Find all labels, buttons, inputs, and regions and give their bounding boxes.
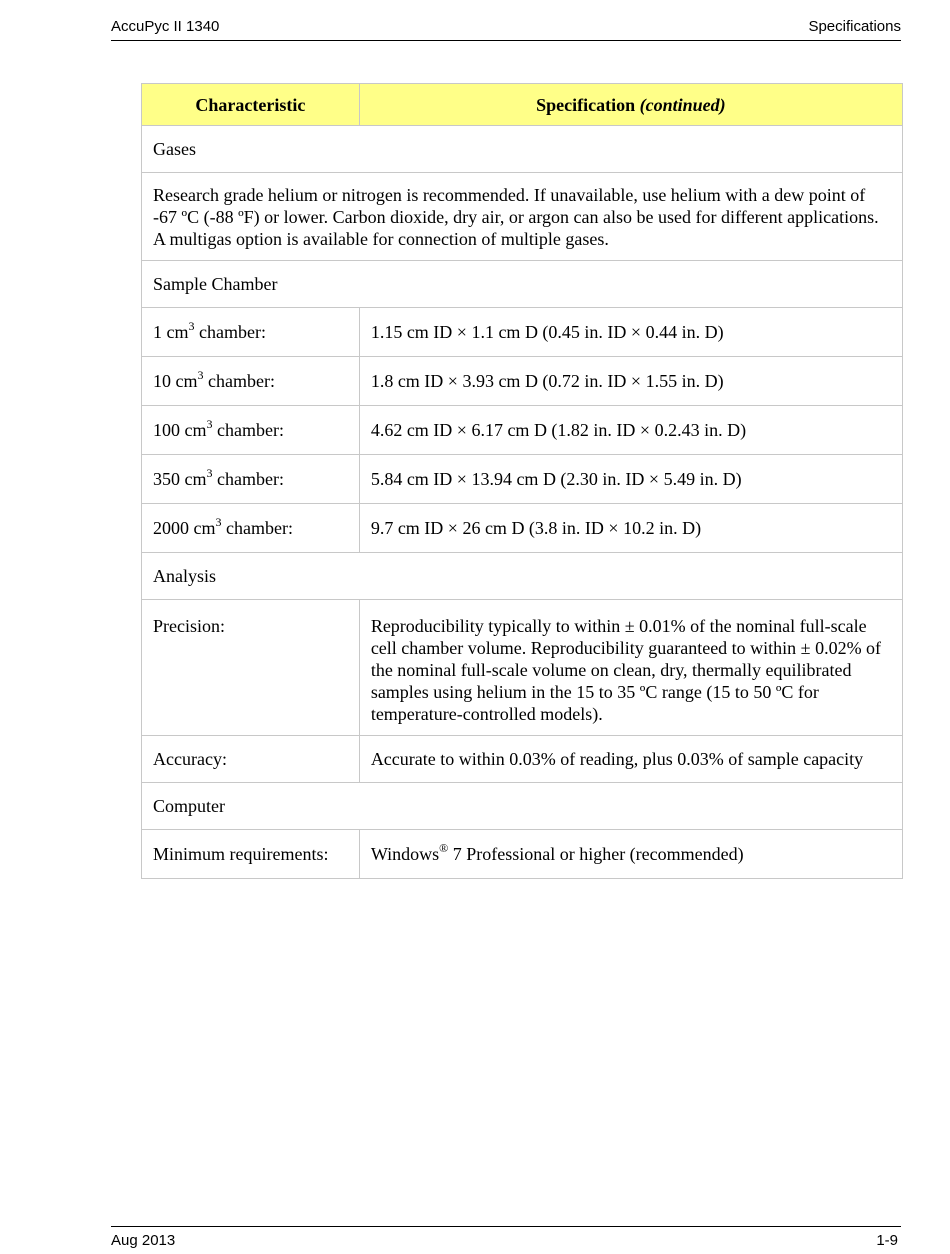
chamber-unit-exponent: 3: [215, 515, 222, 529]
chamber-suffix: chamber:: [212, 420, 284, 440]
chamber-size: 1: [153, 322, 167, 342]
chamber-unit: cm: [175, 371, 198, 391]
minimum-requirements-row: [142, 830, 903, 879]
analysis-section-row: [142, 553, 903, 600]
specification-header-label: Specification: [536, 94, 636, 115]
registered-mark: ®: [439, 841, 449, 855]
specification-header: [359, 84, 902, 126]
gases-section-title: Gases: [142, 126, 903, 173]
chamber-unit-exponent: 3: [188, 319, 195, 333]
table-header-row: [142, 84, 903, 126]
analysis-section-title: Analysis: [142, 553, 903, 600]
computer-section-row: [142, 783, 903, 830]
chamber-suffix: chamber:: [203, 371, 275, 391]
chamber-size: 100: [153, 420, 185, 440]
os-requirement: 7 Professional or higher (recommended): [448, 844, 744, 864]
manual-title: AccuPyc II 1340: [111, 18, 220, 35]
chamber-spec: 1.8 cm ID × 3.93 cm D (0.72 in. ID × 1.55 in. D): [359, 357, 902, 406]
chamber-unit: cm: [184, 420, 207, 440]
chamber-unit-exponent: 3: [206, 417, 213, 431]
chamber-label: [142, 455, 360, 504]
publication-date: Aug 2013: [111, 1232, 176, 1249]
minimum-requirements-text: [359, 830, 902, 879]
page-footer: [111, 1226, 901, 1251]
chamber-unit: cm: [193, 518, 216, 538]
chamber-unit-exponent: 3: [197, 368, 204, 382]
gases-description-row: [142, 173, 903, 261]
characteristic-header: Characteristic: [142, 84, 360, 126]
chamber-suffix: chamber:: [221, 518, 293, 538]
sample-chamber-section-title: Sample Chamber: [142, 261, 903, 308]
chamber-spec: 1.15 cm ID × 1.1 cm D (0.45 in. ID × 0.44 in. D): [359, 308, 902, 357]
chamber-unit: cm: [184, 469, 207, 489]
chamber-spec: 5.84 cm ID × 13.94 cm D (2.30 in. ID × 5.49 in. D): [359, 455, 902, 504]
chamber-row-100: [142, 406, 903, 455]
page-number: 1-9: [876, 1232, 898, 1249]
gases-description: Research grade helium or nitrogen is recommended. If unavailable, use helium with a dew point of -67 ºC (-88 ºF) or lower. Carbon dioxide, dry air, or argon can also be used for different applications. A multigas option is available for connection of multiple gases.: [142, 173, 903, 261]
chamber-suffix: chamber:: [194, 322, 266, 342]
accuracy-label: Accuracy:: [142, 736, 360, 783]
precision-text: Reproducibility typically to within ± 0.01% of the nominal full-scale cell chamber volume. Reproducibility guaranteed to within ± 0.02% of the nominal full-scale volume on clean, dry, thermally equilibrated samples using helium in the 15 to 35 ºC range (15 to 50 ºC for temperature-controlled models).: [359, 600, 902, 736]
chamber-size: 350: [153, 469, 185, 489]
accuracy-row: [142, 736, 903, 783]
chamber-label: [142, 308, 360, 357]
page-header: [111, 18, 901, 41]
chamber-suffix: chamber:: [212, 469, 284, 489]
section-title: Specifications: [808, 18, 901, 35]
chamber-row-10: [142, 357, 903, 406]
chamber-row-2000: [142, 504, 903, 553]
chamber-row-1: [142, 308, 903, 357]
minimum-requirements-label: Minimum requirements:: [142, 830, 360, 879]
specifications-table: [141, 83, 903, 879]
chamber-spec: 4.62 cm ID × 6.17 cm D (1.82 in. ID × 0.2.43 in. D): [359, 406, 902, 455]
chamber-label: [142, 357, 360, 406]
chamber-size: 10: [153, 371, 176, 391]
chamber-size: 2000: [153, 518, 194, 538]
computer-section-title: Computer: [142, 783, 903, 830]
sample-chamber-section-row: [142, 261, 903, 308]
precision-row: [142, 600, 903, 736]
accuracy-text: Accurate to within 0.03% of reading, plus 0.03% of sample capacity: [359, 736, 902, 783]
chamber-spec: 9.7 cm ID × 26 cm D (3.8 in. ID × 10.2 in. D): [359, 504, 902, 553]
gases-section-row: [142, 126, 903, 173]
chamber-unit: cm: [166, 322, 189, 342]
chamber-row-350: [142, 455, 903, 504]
chamber-label: [142, 504, 360, 553]
chamber-label: [142, 406, 360, 455]
chamber-unit-exponent: 3: [206, 466, 213, 480]
os-name: Windows: [370, 844, 440, 864]
precision-label: Precision:: [142, 600, 360, 736]
continued-label: (continued): [639, 94, 726, 115]
